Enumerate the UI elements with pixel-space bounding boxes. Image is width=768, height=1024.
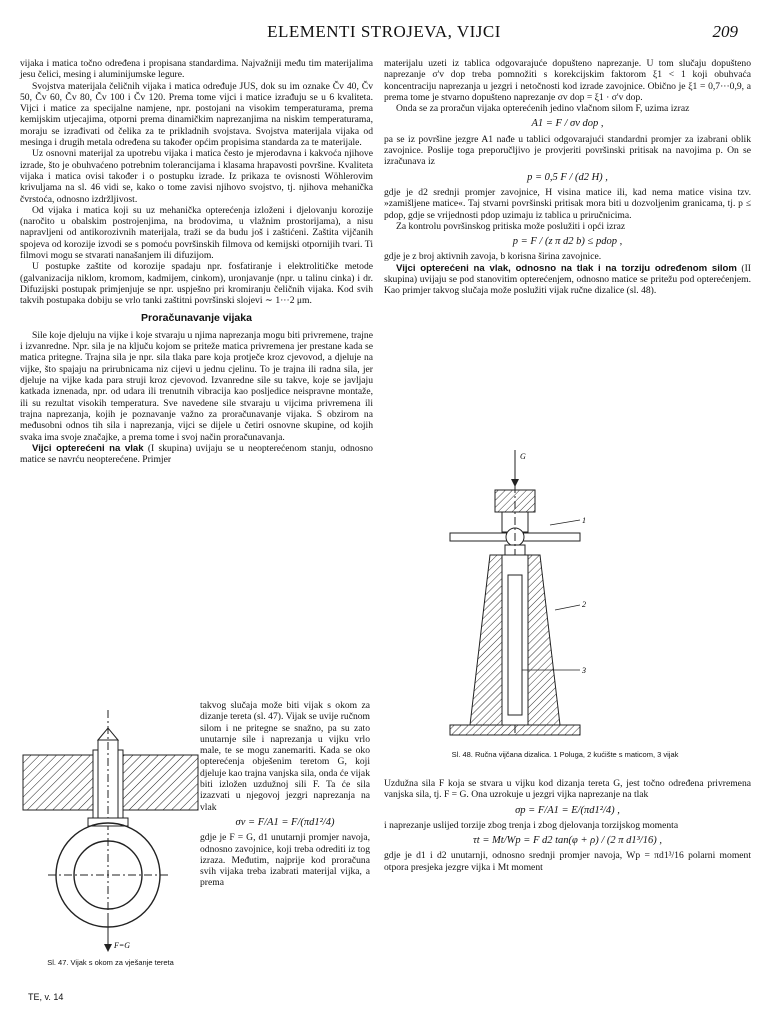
figure-48 [430, 445, 700, 759]
right-column-lower [384, 778, 751, 873]
paragraph: Svojstva materijala čeličnih vijaka i matica određuje JUS, dok su im oznake Čv 40, Čv 50, Čv 60, Čv 80, Čv 100 i Čv 120. Prema tome vijci i matice izrađuju se u 6 kvaliteta. Vijci i matice za specijalne namjene, npr. postojani na visokim temperaturama, prema kemijskim utjecajima, otporni prema dinamičkim naprezanjima na niskim temperaturama, moraju se izrađivati od čelika za te prikladnih svojstava. Svojstva materijala vijaka od mesinga i drugih metala određena su također općim propisima standarda za te materijale. [20, 80, 373, 149]
running-header [30, 22, 738, 44]
paragraph: pa se iz površine jezgre A1 nađe u tablici odgovarajući standardni promjer za izabrani oblik zavojnice. Poslije toga preporučljivo je provjeriti površinski pritisak na navojima p. On se izračunava iz [384, 133, 751, 168]
figure-48-caption: Sl. 48. Ručna vijčana dizalica. 1 Poluga, 2 kućište s maticom, 3 vijak [451, 750, 679, 759]
equation-p-general: p = F / (z π d2 b) ≤ pdop , [512, 236, 623, 248]
figure-47-caption: Sl. 47. Vijak s okom za vješanje tereta [47, 958, 174, 967]
page-number: 209 [712, 22, 738, 41]
paragraph: gdje je d2 srednji promjer zavojnice, H visina matice ili, kad nema matice visina tzv. »zamišljene matice«. Taj stvarni površinski pritisak mora biti u dozvoljenim granicama, tj. p ≤ pdop, gdje se vrijednosti pdop uzimaju iz tablica u priručnicima. [384, 186, 751, 221]
paragraph: takvog slučaja može biti vijak s okom za dizanje tereta (sl. 47). Vijak se uvije ručnom silom i ne pritegne se snažno, pa su zato unutarnje sile i naprezanja u vijku vrlo male, te se mogu zanemariti. Kada se oko opterećenja obješenim teretom G, koji djeluje kao trajna vanjska sila, onda će vijak biti izložen uzdužnoj sili F. Ta će sila izazvati u njegovoj jezgri naprezanja na vlak [200, 700, 371, 813]
paragraph: gdje je F = G, d1 unutarnji promjer navoja, odnosno zavojnice, koji treba odrediti iz tog izraza. Međutim, najprije kod proračuna svih vijaka treba izabrati materijal vijka, a prema [200, 832, 370, 889]
paragraph: vijaka i matica točno određena i propisana standardima. Najvažniji među tim materijalima jesu čelici, mesing i aluminijumske legure. [20, 58, 373, 81]
paragraph: materijalu uzeti iz tablica odgovarajuće dopušteno naprezanje. U tom slučaju dopušteno naprezanje σ'v dop treba pomnožiti s korekcijskim faktorom ξ1 < 1 koji obuhvaća koncentraciju naprezanja u jezgri i netočnosti kod izrade zavojnice. Obično je ξ1 = 0,7···0,9, a prema tome je stvarno dopušteno naprezanje σv dop = ξ1 · σ'v dop. [384, 58, 751, 103]
paragraph-text: (I skupina) uvijaju se u neopterećenom stanju, odnosno matice se navrću neopterećene. Primjer [20, 442, 373, 466]
label-2: 2 [582, 600, 586, 609]
paragraph: gdje je d1 i d2 unutarnji, odnosno srednji promjer navoja, Wp = πd1³/16 polarni moment otpora presjeka jezgre vijka i Mt moment [384, 850, 751, 873]
paragraph-text: (II skupina) uvijaju se pod stanovitim opterećenjem, odnosno matice se pritežu pod opterećenjem. Kao primjer takvog slučaja može poslužiti vijak ručne dizalice (sl. 48). [384, 262, 751, 297]
equation-tau-t: τt = Mt/Wp = F d2 tan(φ + ρ) / (2 π d1³/16) , [473, 835, 662, 847]
footer-note: TE, v. 14 [28, 992, 64, 1002]
screw-jack-drawing [430, 445, 700, 745]
force-label: F=G [114, 941, 131, 950]
equation-sigma-p: σp = F/A1 = E/(πd1²/4) , [515, 804, 620, 816]
left-column [20, 58, 373, 465]
equation-a1: A1 = F / σv dop , [531, 118, 604, 130]
label-3: 3 [582, 666, 586, 675]
paragraph: U postupke zaštite od korozije spadaju npr. fosfatiranje i elektrolitičke metode (galvanizacija niklom, kromom, kadmijem, cinkom), uronjavanje (npr. u talinu cinka) i dr. Difuzijski postupak primjenjuje se npr. uspješno pri kromiranju čeličnih vijaka. Kod svih takvih postupaka dobiju se vrlo tanki zaštitni površinski slojevi ∼ 1···2 μm. [20, 261, 373, 307]
paragraph: gdje je z broj aktivnih zavoja, b korisna širina zavojnice. [384, 251, 602, 263]
running-title: ELEMENTI STROJEVA, VIJCI [267, 22, 501, 41]
equation-sigma-v: σv = F/A1 = F/(πd1²/4) [235, 816, 335, 828]
paragraph: Uzdužna sila F koja se stvara u vijku kod dizanja tereta G, jest točno određena privremena vanjska sila, tj. F = G. Ona uzrokuje u jezgri vijka naprezanje na tlak [384, 778, 751, 801]
lead-in: Vijci opterećeni na vlak, odnosno na tlak i na torziju određenom silom [396, 262, 737, 274]
equation-p: p = 0,5 F / (d2 H) , [527, 171, 608, 183]
figure-47 [18, 700, 203, 965]
lead-in: Vijci opterećeni na vlak [32, 442, 144, 454]
paragraph-group-ii [384, 263, 751, 297]
right-column [384, 58, 751, 297]
paragraph: Uz osnovni materijal za upotrebu vijaka i matica često je mjerodavna i kakvoća njihove izrade, što je obuhvaćeno potrebnim tolerancijama i klasama hrapavosti površine. Kvaliteta vijaka i matica ovisi također i o postupku izrade. Iz prikaza te ovisnosti Wöhlerovim krivuljama na sl. 46 vidi se, kako o tome zavisi njihovo svojstvo, tj. njihova mehanička čvrstoća, odnosno izdržljivost. [20, 148, 373, 205]
load-label: G [520, 452, 526, 461]
wrapped-text-fig47 [200, 700, 370, 889]
paragraph: i naprezanje uslijed torzije zbog trenja i zbog djelovanja torzijskog momenta [384, 819, 679, 831]
paragraph: Za kontrolu površinskog pritiska može poslužiti i opći izraz [396, 220, 626, 232]
paragraph: Sile koje djeluju na vijke i koje stvaraju u njima naprezanja mogu biti privremene, trajne i izvanredne. Npr. sila je na ključu kojom se priteže matica privremena jer prestane kada se matica pritegne. Trajna sila je npr. sila tlaka pare koja protječe kroz cjevovod, a djeluje na vijke, što spajaju na prirubnicama niz cijevi u jednu cjelinu. To je trajna ili radna sila, jer djeluje na vijke kada para struji kroz cjevovod. Izvanredne sile su takve, koje se javljaju katkada iznenada, npr. od udara ili trenutnih vibracija kao posljedice neispravne montaže, ili su rezultat visokih temperatura. Sve navedene sile stvaraju u vijcima privremena ili trajna naprezanja, kojih je poznavanje važno za proračunavanje vijaka. S obzirom na međusobni odnos tih sila i naprezanja, vijci se dijele u četiri osnovne skupine, od kojih svaka ima svoje značajke, a prema tome i svoj način proračunavanja. [20, 329, 373, 443]
section-heading: Proračunavanje vijaka [141, 311, 252, 324]
paragraph: Onda se za proračun vijaka opterećenih jedino vlačnom silom F, uzima izraz [396, 103, 690, 115]
label-1: 1 [582, 516, 586, 525]
paragraph-group-i [20, 443, 373, 466]
eye-bolt-drawing [18, 700, 203, 955]
paragraph: Od vijaka i matica koji su uz mehanička opterećenja izloženi i djelovanju korozije (naročito u obalskim postrojenjima, na brodovima, u vlažnim prostorijama), a nisu napravljeni od antikorozivnih materijala, traži se da budu još i zaštićeni. Zaštita vijčanih spojeva od korozije izvodi se s pomoću površinskih filmova od kemijski otpornijih tvari. Ti filmovi mogu se stvarati nanašanjem ili difuzijom. [20, 204, 373, 262]
